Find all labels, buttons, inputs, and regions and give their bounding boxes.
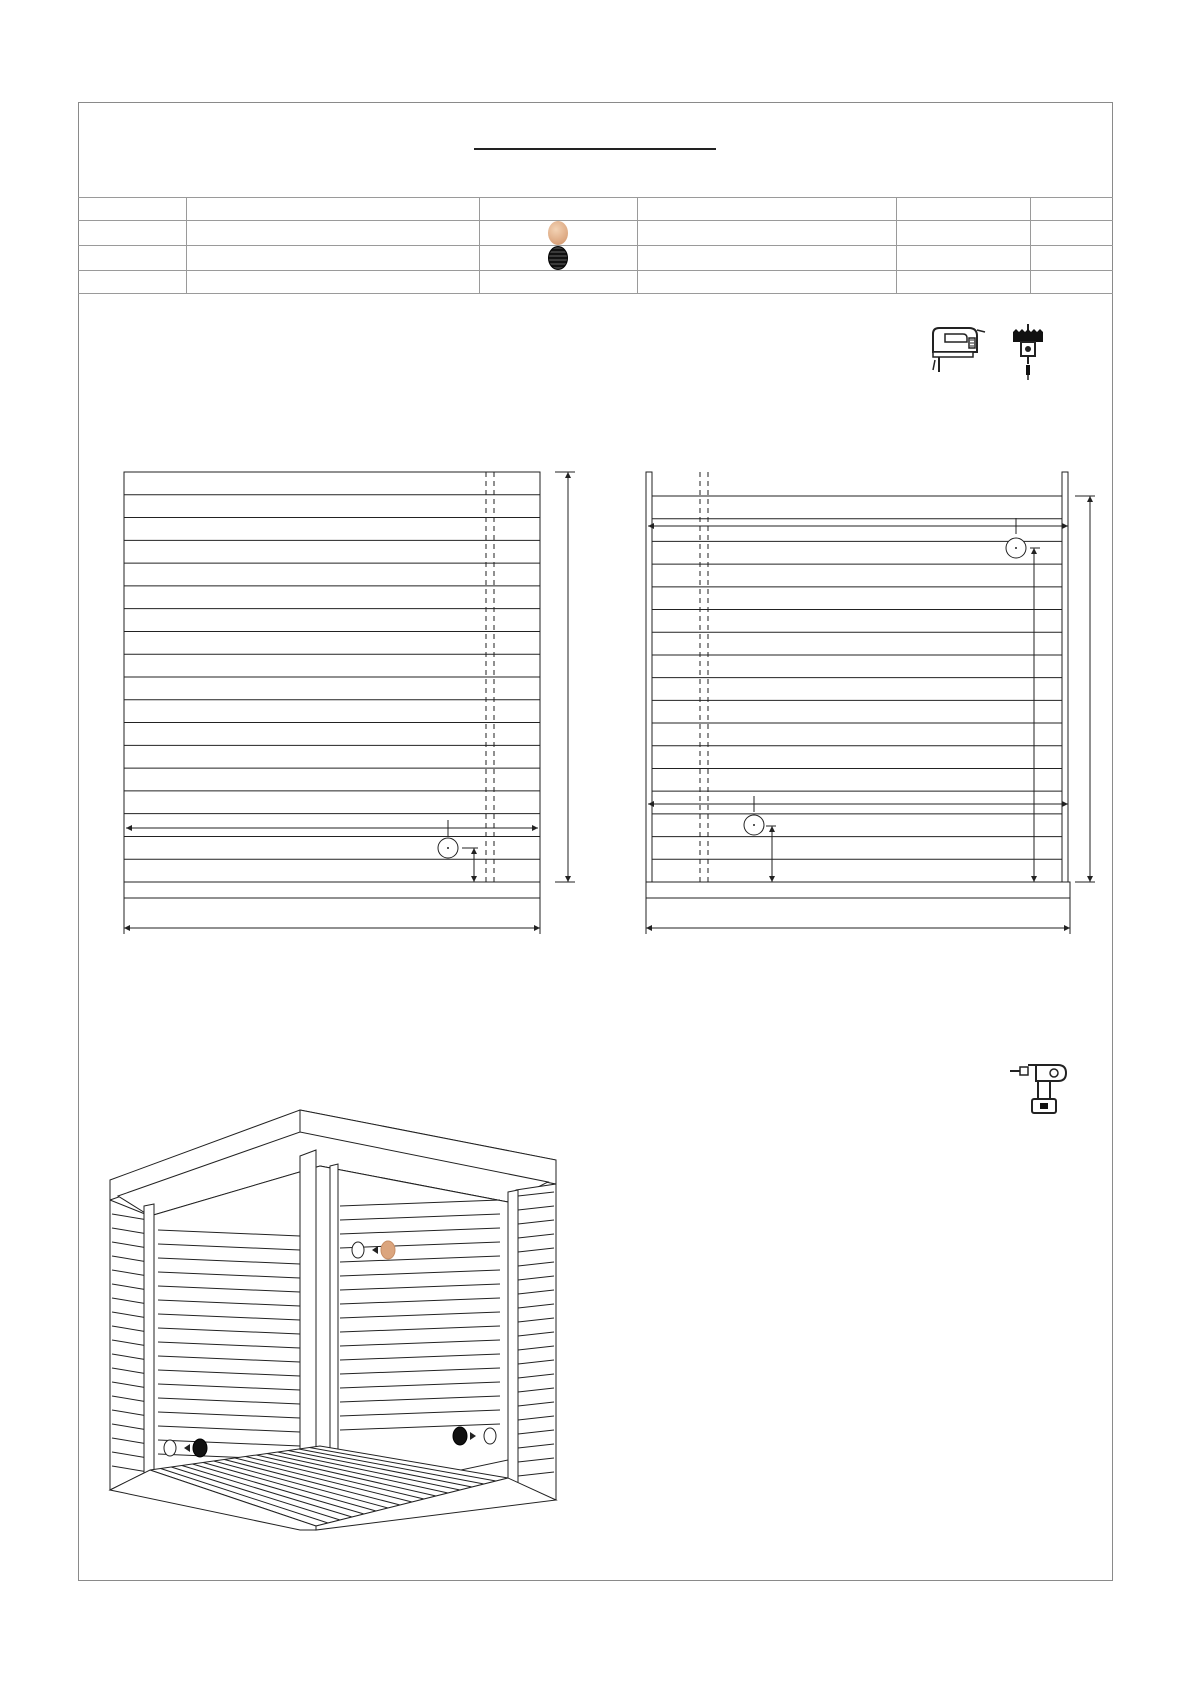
vent-hole <box>164 1440 176 1456</box>
arrowhead <box>1087 496 1093 502</box>
right-corner-post <box>508 1190 518 1488</box>
vent-cover-icon <box>193 1439 207 1457</box>
vent-hole <box>352 1242 364 1258</box>
arrowhead <box>124 925 130 931</box>
vent-cover-icon <box>453 1427 467 1445</box>
right-wall-exterior <box>516 1184 556 1500</box>
arrowhead <box>646 925 652 931</box>
arrowhead <box>565 876 571 882</box>
corner-post <box>646 472 652 882</box>
wood-plug-icon <box>381 1241 395 1259</box>
arrowhead <box>1064 925 1070 931</box>
hole-center <box>447 847 449 849</box>
hole-center <box>753 824 755 826</box>
left-corner-post <box>144 1204 154 1480</box>
arrowhead <box>1087 876 1093 882</box>
wall-base <box>646 882 1070 898</box>
right-wall <box>652 496 1062 882</box>
vent-hole <box>484 1428 496 1444</box>
wall-base <box>124 882 540 898</box>
back-corner-post <box>330 1164 338 1452</box>
corner-post <box>1062 472 1068 882</box>
arrowhead <box>534 925 540 931</box>
arrowhead <box>565 472 571 478</box>
hole-center <box>1015 547 1017 549</box>
